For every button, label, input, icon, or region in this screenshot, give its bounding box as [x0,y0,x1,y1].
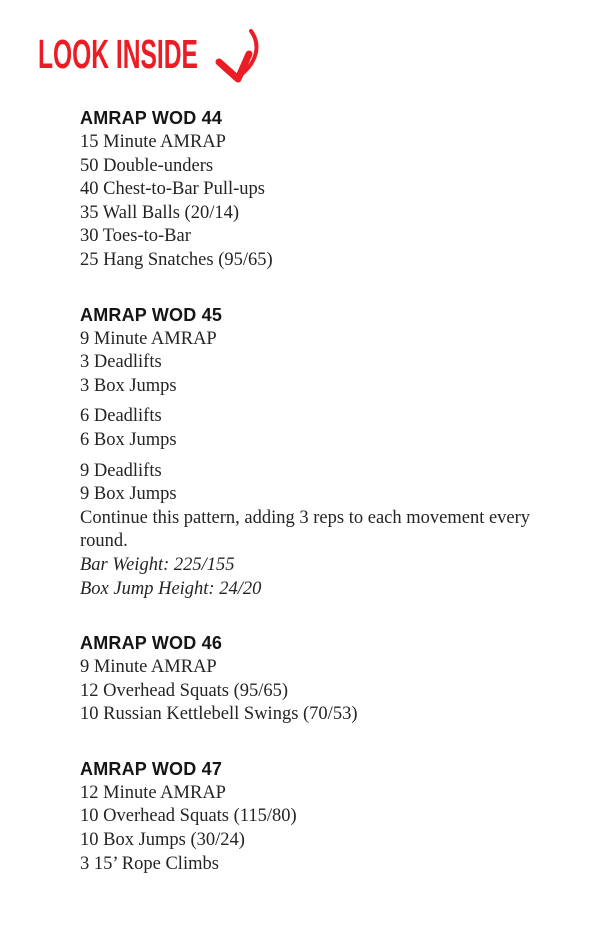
workout-line: 3 15’ Rope Climbs [80,853,219,874]
workout-line: 12 Overhead Squats (95/65) [80,680,289,701]
workout-stanza [80,460,545,554]
workout-note: Box Jump Height: 24/20 [80,578,262,599]
workout-block [80,106,545,273]
workout-line: 30 Toes-to-Bar [80,226,191,247]
workout-line: 9 Box Jumps [80,484,177,505]
workout-line: 10 Russian Kettlebell Swings (70/53) [80,704,358,725]
workout-line: 12 Minute AMRAP [80,782,226,803]
workout-title: AMRAP WOD 45 [80,304,223,325]
workout-line: 3 Deadlifts [80,352,162,373]
down-arrow-icon[interactable] [204,28,266,88]
workout-list [80,106,545,876]
workout-line: 10 Overhead Squats (115/80) [80,806,297,827]
workout-line: 10 Box Jumps (30/24) [80,830,245,851]
workout-line: 35 Wall Balls (20/14) [80,202,240,223]
workout-line: 40 Chest-to-Bar Pull-ups [80,179,265,200]
workout-line: 9 Minute AMRAP [80,328,217,349]
workout-stanza [80,405,545,452]
workout-line: 15 Minute AMRAP [80,132,226,152]
workout-stanza [80,656,545,727]
workout-title: AMRAP WOD 46 [80,633,223,654]
workout-line: 50 Double-unders [80,155,214,176]
workout-line: 6 Deadlifts [80,406,162,427]
workout-stanza [80,782,545,876]
workout-line: 9 Minute AMRAP [80,657,217,678]
look-inside-label: LOOK INSIDE [38,31,198,77]
workout-title: AMRAP WOD 47 [80,758,223,779]
workout-stanza [80,131,545,273]
workout-block [80,631,545,727]
workout-block [80,757,545,876]
workout-line: 6 Box Jumps [80,429,177,450]
workout-line: 25 Hang Snatches (95/65) [80,249,273,270]
workout-stanza [80,328,545,399]
workout-line: 9 Deadlifts [80,460,162,481]
workout-block [80,303,545,602]
workout-title: AMRAP WOD 44 [80,108,223,128]
workout-line: 3 Box Jumps [80,375,177,396]
workout-line: Continue this pattern, adding 3 reps to each movement every round. [80,507,531,552]
workout-note: Bar Weight: 225/155 [80,554,235,575]
